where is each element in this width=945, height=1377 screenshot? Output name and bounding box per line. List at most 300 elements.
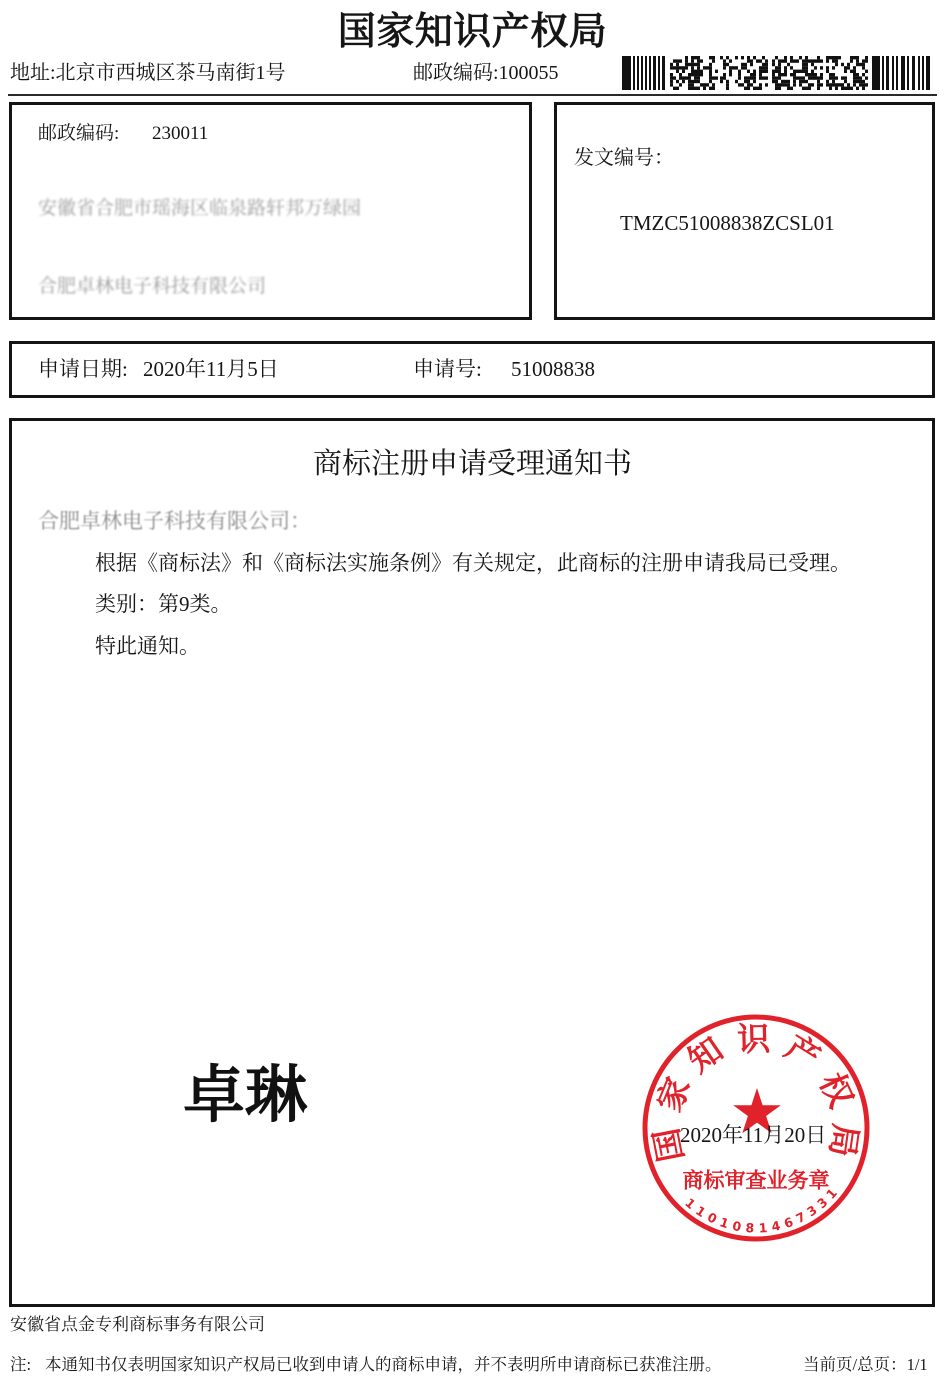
barcode-module bbox=[662, 56, 665, 90]
barcode-module bbox=[832, 83, 835, 86]
barcode-module bbox=[796, 76, 799, 79]
barcode-module bbox=[673, 76, 676, 79]
barcode-module bbox=[688, 73, 691, 76]
barcode-module bbox=[747, 56, 750, 59]
barcode-module bbox=[787, 63, 790, 66]
barcode-module bbox=[738, 83, 741, 86]
barcode-module bbox=[633, 56, 635, 90]
barcode-module bbox=[856, 76, 859, 79]
barcode-module bbox=[781, 59, 784, 62]
barcode-module bbox=[853, 80, 856, 83]
barcode-module bbox=[859, 80, 862, 83]
barcode-module bbox=[829, 87, 832, 90]
barcode-module bbox=[691, 83, 694, 86]
barcode-module bbox=[741, 83, 744, 86]
barcode-module bbox=[896, 56, 898, 90]
barcode-module bbox=[697, 73, 700, 76]
page-indicator: 当前页/总页：1/1 bbox=[803, 1355, 928, 1374]
barcode-module bbox=[811, 70, 814, 73]
barcode-module bbox=[853, 83, 856, 86]
barcode-module bbox=[853, 76, 856, 79]
barcode-module bbox=[859, 63, 862, 66]
barcode-module bbox=[759, 76, 762, 79]
barcode-module bbox=[738, 73, 741, 76]
barcode-module bbox=[753, 80, 756, 83]
barcode-module bbox=[709, 76, 712, 79]
barcode-module bbox=[811, 76, 814, 79]
barcode-module bbox=[712, 87, 715, 90]
seal-serial-char: 1 bbox=[682, 1194, 699, 1213]
barcode-module bbox=[753, 56, 756, 59]
barcode-module bbox=[826, 80, 829, 83]
barcode-module bbox=[784, 66, 787, 69]
barcode-module bbox=[691, 59, 694, 62]
barcode-module bbox=[790, 66, 793, 69]
recipient-company: 合肥卓林电子科技有限公司 bbox=[38, 276, 267, 297]
seal-serial-char: 3 bbox=[804, 1202, 820, 1220]
barcode-module bbox=[753, 76, 756, 79]
barcode-module bbox=[772, 59, 775, 62]
barcode-module bbox=[679, 59, 682, 62]
barcode-module bbox=[784, 80, 787, 83]
barcode-module bbox=[826, 66, 829, 69]
barcode-module bbox=[741, 66, 744, 69]
barcode-module bbox=[676, 59, 679, 62]
barcode-module bbox=[691, 80, 694, 83]
barcode-module bbox=[712, 56, 715, 59]
barcode-module bbox=[841, 63, 844, 66]
barcode-module bbox=[637, 56, 639, 90]
barcode-module bbox=[805, 56, 808, 59]
barcode-module bbox=[756, 59, 759, 62]
barcode-module bbox=[838, 56, 841, 59]
barcode-module bbox=[832, 56, 835, 59]
barcode-module bbox=[872, 56, 880, 90]
barcode-module bbox=[832, 66, 835, 69]
barcode-module bbox=[844, 87, 847, 90]
barcode-module bbox=[787, 83, 790, 86]
barcode-module bbox=[759, 70, 762, 73]
issuer-postcode: 邮政编码:100055 bbox=[413, 62, 559, 84]
barcode-module bbox=[862, 87, 865, 90]
barcode-module bbox=[691, 63, 694, 66]
barcode-module bbox=[841, 76, 844, 79]
barcode-module bbox=[778, 83, 781, 86]
barcode-module bbox=[814, 73, 817, 76]
notice-body-line: 特此通知。 bbox=[95, 634, 200, 658]
barcode-module bbox=[729, 70, 732, 73]
barcode-module bbox=[676, 87, 679, 90]
barcode-module bbox=[700, 70, 703, 73]
seal-serial-char: 3 bbox=[814, 1194, 831, 1212]
barcode-module bbox=[715, 76, 718, 79]
barcode-module bbox=[694, 76, 697, 79]
barcode-module bbox=[741, 56, 744, 59]
barcode-module bbox=[694, 87, 697, 90]
barcode-module bbox=[738, 76, 741, 79]
barcode-module bbox=[726, 56, 729, 59]
barcode-module bbox=[853, 56, 856, 59]
barcode-module bbox=[691, 73, 694, 76]
barcode-module bbox=[805, 66, 808, 69]
barcode-module bbox=[685, 59, 688, 62]
application-date: 2020年11月5日 bbox=[143, 357, 279, 381]
note-label: 注: bbox=[10, 1355, 32, 1374]
barcode-module bbox=[706, 66, 709, 69]
barcode-module bbox=[808, 87, 811, 90]
barcode-module bbox=[820, 76, 823, 79]
barcode-module bbox=[712, 83, 715, 86]
barcode-module bbox=[802, 59, 805, 62]
barcode-module bbox=[726, 63, 729, 66]
barcode-module bbox=[735, 56, 738, 59]
barcode-module bbox=[856, 80, 859, 83]
barcode-module bbox=[703, 87, 706, 90]
barcode-module bbox=[832, 76, 835, 79]
barcode-module bbox=[850, 59, 853, 62]
barcode-module bbox=[697, 63, 700, 66]
barcode-module bbox=[744, 87, 747, 90]
barcode-module bbox=[670, 80, 673, 83]
barcode-module bbox=[862, 66, 865, 69]
barcode-module bbox=[744, 66, 747, 69]
barcode-module bbox=[694, 63, 697, 66]
barcode-module bbox=[862, 80, 865, 83]
barcode-module bbox=[886, 56, 889, 90]
barcode-module bbox=[859, 76, 862, 79]
barcode bbox=[622, 56, 930, 90]
barcode-module bbox=[775, 66, 778, 69]
barcode-module bbox=[802, 66, 805, 69]
seal-serial-char: 4 bbox=[770, 1217, 782, 1235]
barcode-module bbox=[814, 66, 817, 69]
seal-serial-char: 1 bbox=[693, 1202, 709, 1221]
barcode-module bbox=[799, 80, 802, 83]
barcode-module bbox=[853, 73, 856, 76]
barcode-module bbox=[790, 87, 793, 90]
barcode-module bbox=[844, 70, 847, 73]
barcode-module bbox=[856, 87, 859, 90]
barcode-module bbox=[781, 73, 784, 76]
barcode-module bbox=[793, 70, 796, 73]
barcode-module bbox=[832, 59, 835, 62]
barcode-module bbox=[805, 59, 808, 62]
seal-serial-char: 1 bbox=[822, 1185, 841, 1202]
barcode-module bbox=[697, 87, 700, 90]
barcode-module bbox=[697, 80, 700, 83]
seal-top-char: 权 bbox=[811, 1066, 862, 1114]
barcode-module bbox=[805, 73, 808, 76]
barcode-module bbox=[685, 56, 688, 59]
barcode-module bbox=[796, 70, 799, 73]
seal-bottom-text: 商标审查业务章 bbox=[682, 1167, 830, 1193]
barcode-module bbox=[772, 70, 775, 73]
barcode-module bbox=[772, 80, 775, 83]
barcode-module bbox=[670, 73, 673, 76]
barcode-module bbox=[850, 70, 853, 73]
barcode-module bbox=[750, 76, 753, 79]
barcode-module bbox=[712, 76, 715, 79]
agency-name: 安徽省点金专利商标事务有限公司 bbox=[10, 1315, 265, 1334]
barcode-module bbox=[865, 56, 868, 59]
barcode-module bbox=[732, 66, 735, 69]
barcode-module bbox=[759, 66, 762, 69]
barcode-module bbox=[829, 73, 832, 76]
seal-serial-char: 0 bbox=[731, 1218, 743, 1235]
seal-serial-char: 6 bbox=[782, 1214, 796, 1232]
barcode-module bbox=[765, 83, 768, 86]
barcode-module bbox=[700, 59, 703, 62]
barcode-module bbox=[679, 73, 682, 76]
barcode-module bbox=[723, 76, 726, 79]
barcode-module bbox=[802, 80, 805, 83]
barcode-module bbox=[691, 66, 694, 69]
barcode-module bbox=[679, 83, 682, 86]
barcode-module bbox=[688, 63, 691, 66]
barcode-module bbox=[709, 63, 712, 66]
barcode-module bbox=[808, 59, 811, 62]
barcode-module bbox=[747, 70, 750, 73]
barcode-module bbox=[817, 56, 820, 59]
barcode-module bbox=[673, 66, 676, 69]
barcode-module bbox=[799, 83, 802, 86]
barcode-module bbox=[765, 76, 768, 79]
barcode-module bbox=[808, 76, 811, 79]
barcode-module bbox=[820, 73, 823, 76]
barcode-module bbox=[778, 87, 781, 90]
barcode-module bbox=[805, 87, 808, 90]
barcode-module bbox=[775, 56, 778, 59]
barcode-module bbox=[720, 76, 723, 79]
barcode-module bbox=[805, 70, 808, 73]
barcode-module bbox=[775, 70, 778, 73]
barcode-module bbox=[765, 66, 768, 69]
barcode-module bbox=[753, 70, 756, 73]
barcode-module bbox=[676, 63, 679, 66]
barcode-module bbox=[802, 63, 805, 66]
barcode-module bbox=[901, 56, 905, 90]
barcode-module bbox=[712, 59, 715, 62]
barcode-module bbox=[907, 56, 909, 90]
barcode-module bbox=[750, 83, 753, 86]
barcode-module bbox=[744, 76, 747, 79]
barcode-module bbox=[820, 59, 823, 62]
barcode-module bbox=[856, 59, 859, 62]
barcode-module bbox=[808, 83, 811, 86]
barcode-module bbox=[790, 56, 793, 59]
seal-top-char: 识 bbox=[736, 1019, 771, 1059]
barcode-module bbox=[847, 87, 850, 90]
barcode-module bbox=[735, 66, 738, 69]
application-date-label: 申请日期: bbox=[38, 357, 128, 381]
star-icon bbox=[733, 1088, 781, 1133]
barcode-module bbox=[817, 83, 820, 86]
barcode-module bbox=[706, 83, 709, 86]
barcode-module bbox=[747, 87, 750, 90]
barcode-module bbox=[853, 70, 856, 73]
barcode-module bbox=[688, 80, 691, 83]
barcode-module bbox=[670, 76, 673, 79]
barcode-module bbox=[808, 73, 811, 76]
seal-serial-char: 1 bbox=[717, 1214, 731, 1232]
barcode-module bbox=[762, 66, 765, 69]
barcode-module bbox=[926, 56, 930, 90]
barcode-module bbox=[787, 80, 790, 83]
barcode-module bbox=[709, 66, 712, 69]
barcode-module bbox=[844, 80, 847, 83]
note-text: 本通知书仅表明国家知识产权局已收到申请人的商标申请，并不表明所申请商标已获准注册。 bbox=[45, 1355, 722, 1374]
barcode-module bbox=[862, 83, 865, 86]
barcode-module bbox=[670, 83, 673, 86]
barcode-module bbox=[799, 56, 802, 59]
barcode-module bbox=[762, 63, 765, 66]
seal-top-char: 国 bbox=[646, 1125, 691, 1165]
barcode-module bbox=[688, 76, 691, 79]
barcode-module bbox=[811, 83, 814, 86]
barcode-module bbox=[847, 83, 850, 86]
barcode-module bbox=[841, 83, 844, 86]
barcode-module bbox=[793, 76, 796, 79]
header-divider bbox=[8, 94, 937, 96]
barcode-module bbox=[802, 70, 805, 73]
barcode-module bbox=[723, 63, 726, 66]
barcode-module bbox=[765, 63, 768, 66]
barcode-module bbox=[685, 63, 688, 66]
barcode-module bbox=[784, 56, 787, 59]
barcode-module bbox=[862, 59, 865, 62]
barcode-module bbox=[697, 59, 700, 62]
barcode-module bbox=[709, 56, 712, 59]
barcode-module bbox=[709, 73, 712, 76]
barcode-module bbox=[676, 80, 679, 83]
issuer-title: 国家知识产权局 bbox=[337, 11, 608, 53]
barcode-module bbox=[778, 63, 781, 66]
barcode-module bbox=[778, 76, 781, 79]
barcode-module bbox=[685, 76, 688, 79]
barcode-module bbox=[841, 87, 844, 90]
barcode-module bbox=[862, 73, 865, 76]
barcode-module bbox=[829, 83, 832, 86]
issue-date: 2020年11月20日 bbox=[680, 1123, 827, 1147]
barcode-module bbox=[865, 70, 868, 73]
barcode-module bbox=[673, 87, 676, 90]
barcode-module bbox=[847, 63, 850, 66]
barcode-module bbox=[862, 63, 865, 66]
seal-top-char: 产 bbox=[778, 1027, 827, 1078]
barcode-module bbox=[729, 59, 732, 62]
notice-title: 商标注册申请受理通知书 bbox=[312, 448, 632, 480]
barcode-module bbox=[723, 73, 726, 76]
barcode-module bbox=[832, 73, 835, 76]
barcode-module bbox=[759, 73, 762, 76]
barcode-module bbox=[726, 80, 729, 83]
barcode-module bbox=[715, 70, 718, 73]
barcode-module bbox=[700, 83, 703, 86]
barcode-module bbox=[744, 80, 747, 83]
barcode-module bbox=[793, 83, 796, 86]
barcode-module bbox=[762, 70, 765, 73]
recipient-postcode: 230011 bbox=[152, 123, 209, 144]
seal-serial-char: 0 bbox=[705, 1209, 720, 1227]
barcode-module bbox=[679, 66, 682, 69]
barcode-module bbox=[694, 56, 697, 59]
barcode-module bbox=[778, 59, 781, 62]
barcode-module bbox=[826, 83, 829, 86]
barcode-module bbox=[814, 76, 817, 79]
barcode-module bbox=[850, 87, 853, 90]
barcode-module bbox=[793, 59, 796, 62]
barcode-module bbox=[697, 56, 700, 59]
barcode-module bbox=[802, 87, 805, 90]
barcode-module bbox=[772, 63, 775, 66]
barcode-module bbox=[759, 59, 762, 62]
barcode-module bbox=[729, 73, 732, 76]
barcode-module bbox=[918, 56, 920, 90]
barcode-module bbox=[747, 80, 750, 83]
barcode-module bbox=[726, 83, 729, 86]
barcode-module bbox=[670, 66, 673, 69]
barcode-module bbox=[700, 73, 703, 76]
notice-addressee: 合肥卓林电子科技有限公司： bbox=[38, 509, 311, 533]
issuer-address: 地址:北京市西城区茶马南街1号 bbox=[10, 62, 286, 84]
barcode-module bbox=[682, 66, 685, 69]
barcode-module bbox=[838, 83, 841, 86]
barcode-module bbox=[882, 56, 884, 90]
barcode-module bbox=[817, 76, 820, 79]
trademark-mark: 卓琳 bbox=[183, 1058, 308, 1131]
barcode-module bbox=[723, 66, 726, 69]
barcode-module bbox=[645, 56, 647, 90]
barcode-module bbox=[811, 73, 814, 76]
barcode-module bbox=[765, 59, 768, 62]
barcode-module bbox=[670, 63, 673, 66]
barcode-module bbox=[835, 59, 838, 62]
barcode-module bbox=[922, 56, 924, 90]
barcode-module bbox=[676, 70, 679, 73]
barcode-module bbox=[814, 59, 817, 62]
barcode-module bbox=[697, 66, 700, 69]
barcode-module bbox=[817, 87, 820, 90]
barcode-module bbox=[756, 87, 759, 90]
barcode-module bbox=[784, 83, 787, 86]
barcode-module bbox=[694, 73, 697, 76]
barcode-module bbox=[826, 56, 829, 59]
official-seal bbox=[636, 1008, 876, 1248]
barcode-module bbox=[793, 80, 796, 83]
barcode-module bbox=[720, 56, 723, 59]
application-number: 51008838 bbox=[511, 357, 595, 381]
barcode-module bbox=[778, 70, 781, 73]
barcode-module bbox=[799, 70, 802, 73]
document-number: TMZC51008838ZCSL01 bbox=[620, 211, 835, 235]
barcode-module bbox=[865, 76, 868, 79]
barcode-module bbox=[826, 70, 829, 73]
barcode-module bbox=[622, 56, 631, 90]
barcode-module bbox=[835, 56, 838, 59]
barcode-module bbox=[802, 76, 805, 79]
barcode-module bbox=[844, 66, 847, 69]
barcode-module bbox=[747, 76, 750, 79]
barcode-module bbox=[912, 56, 915, 90]
barcode-module bbox=[784, 59, 787, 62]
barcode-module bbox=[775, 83, 778, 86]
notice-body-line: 类别：第9类。 bbox=[95, 592, 232, 616]
barcode-module bbox=[856, 56, 859, 59]
barcode-module bbox=[817, 59, 820, 62]
barcode-module bbox=[759, 87, 762, 90]
barcode-module bbox=[772, 76, 775, 79]
barcode-module bbox=[762, 76, 765, 79]
